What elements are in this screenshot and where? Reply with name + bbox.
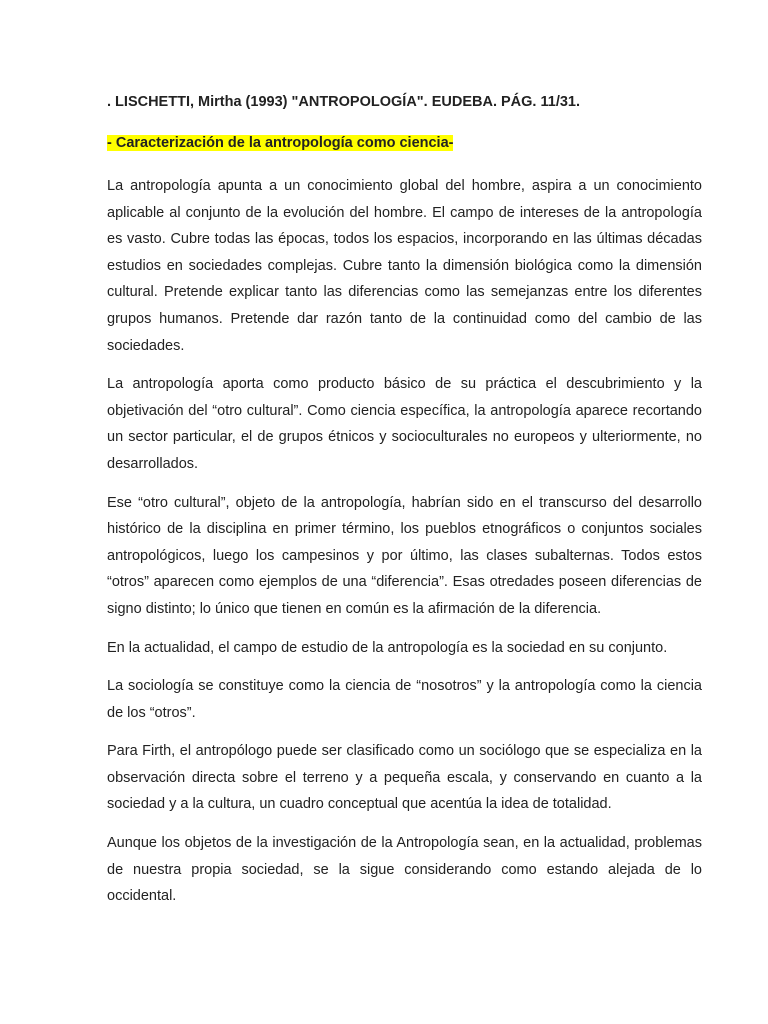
paragraph-3: Ese “otro cultural”, objeto de la antropología, habrían sido en el transcurso del desarrollo histórico de la disciplina en primer término, los pueblos etnográficos o conjuntos sociales antropológicos, luego los campesinos y por último, las clases subalternas. Todos estos “otros” aparecen como ejemplos de una “diferencia”. Esas otredades poseen diferencias de signo distinto; lo único que tienen en común es la afirmación de la diferencia. [107,494,702,617]
highlighted-heading-text: - Caracterización de la antropología como ciencia- [107,135,454,151]
section-heading [107,133,702,153]
paragraph-2: La antropología aporta como producto básico de su práctica el descubrimiento y la objetivación del “otro cultural”. Como ciencia específica, la antropología aparece recortando un sector particular, el de grupos étnicos y socioculturales no europeos y ulteriormente, no desarrollados. [107,376,702,472]
paragraph-4: En la actualidad, el campo de estudio de la antropología es la sociedad en su conjunto. [107,639,668,656]
paragraph-5: La sociología se constituye como la ciencia de “nosotros” y la antropología como la ciencia de los “otros”. [107,678,702,721]
paragraph-7: Aunque los objetos de la investigación de la Antropología sean, en la actualidad, problemas de nuestra propia sociedad, se la sigue considerando como estando alejada de lo occidental. [107,835,702,905]
paragraph-6: Para Firth, el antropólogo puede ser clasificado como un sociólogo que se especializa en la observación directa sobre el terreno y a pequeña escala, y conservando en cuanto a la sociedad y a la cultura, un cuadro conceptual que acentúa la idea de totalidad. [107,743,702,813]
bibliographic-citation: . LISCHETTI, Mirtha (1993) "ANTROPOLOGÍA". EUDEBA. PÁG. 11/31. [107,94,580,110]
paragraph-1: La antropología apunta a un conocimiento global del hombre, aspira a un conocimiento aplicable al conjunto de la evolución del hombre. El campo de intereses de la antropología es vasto. Cubre todas las épocas, todos los espacios, incorporando en las últimas décadas estudios en sociedades complejas. Cubre tanto la dimensión biológica como la dimensión cultural. Pretende explicar tanto las diferencias como las semejanzas entre los diferentes grupos humanos. Pretende dar razón tanto de la continuidad como del cambio de las sociedades. [107,178,702,354]
